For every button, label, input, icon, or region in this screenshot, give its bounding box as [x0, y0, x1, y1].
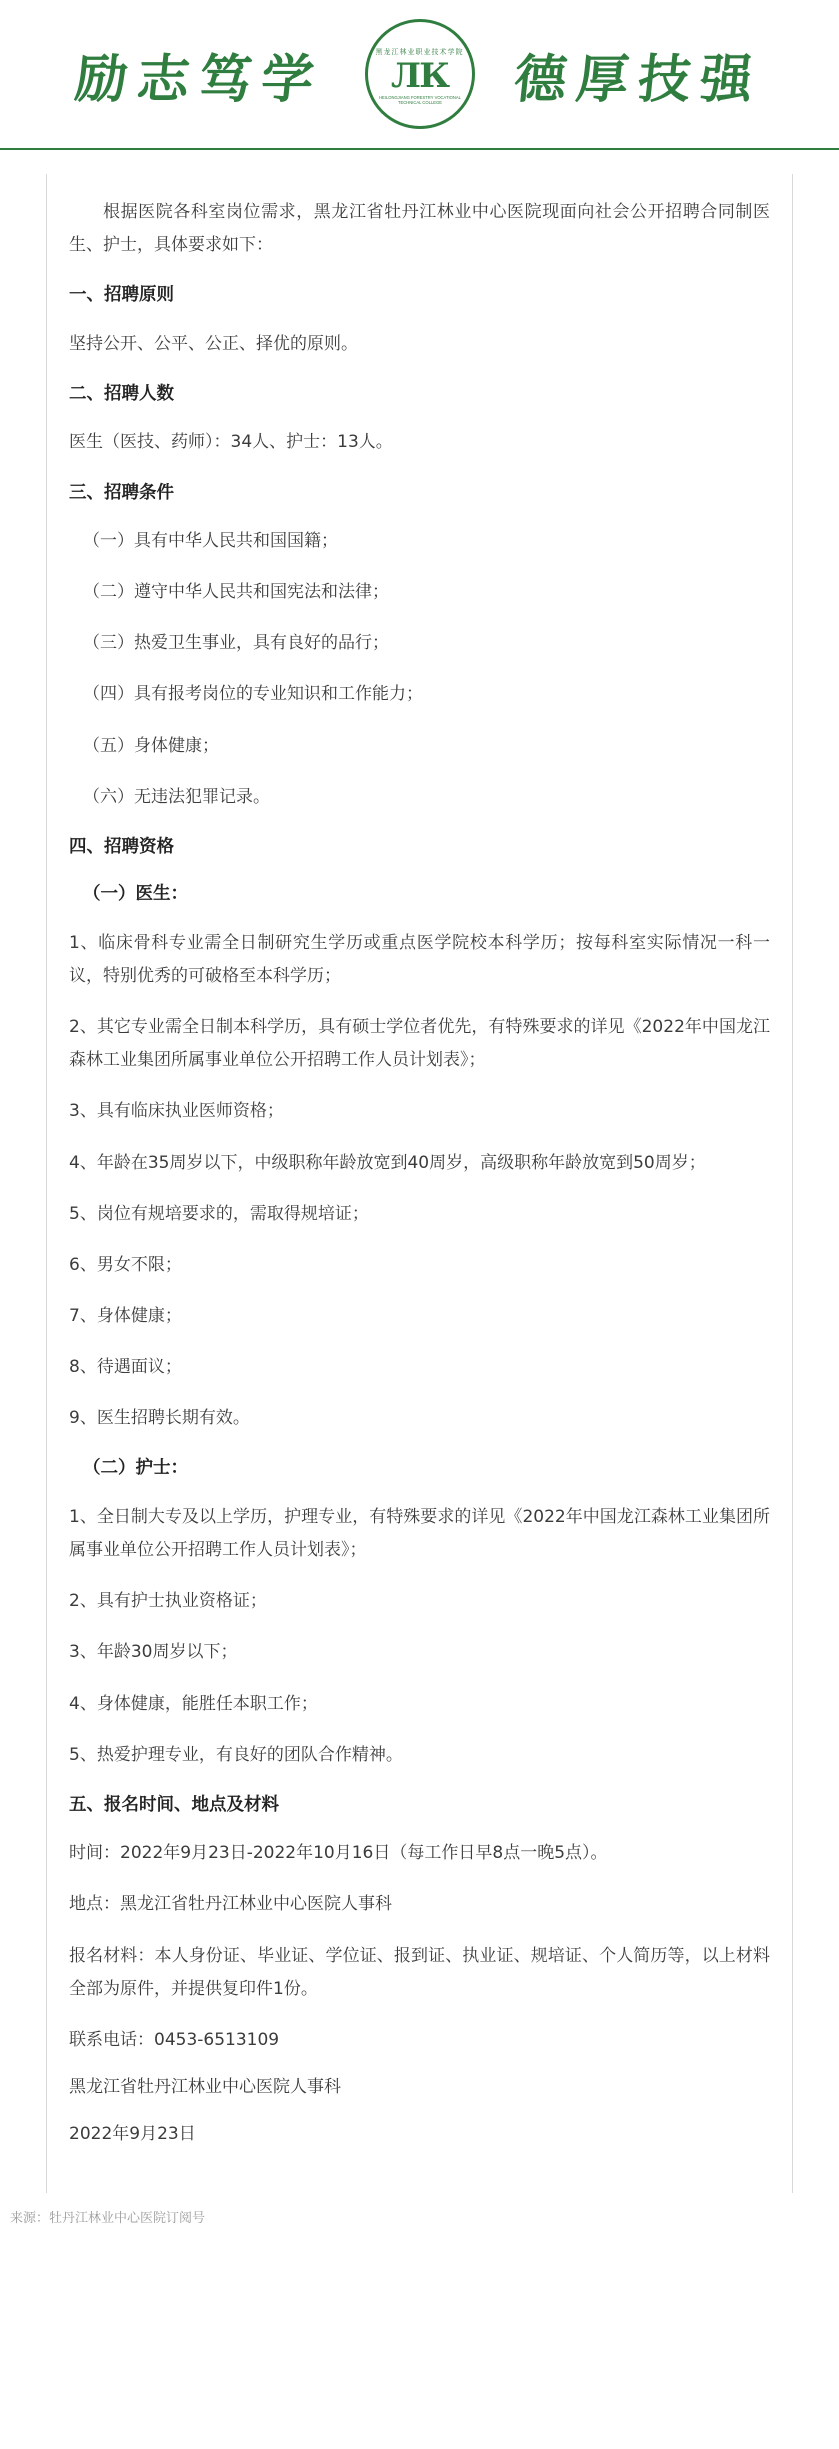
- doctor-requirement-item: 2、其它专业需全日制本科学历，具有硕士学位者优先，有特殊要求的详见《2022年中国龙江森林工业集团所属事业单位公开招聘工作人员计划表》；: [69, 1017, 770, 1071]
- condition-item: （三）热爱卫生事业，具有良好的品行；: [83, 633, 389, 654]
- section-heading-registration: 五、报名时间、地点及材料: [69, 1794, 279, 1815]
- registration-time: 时间：2022年9月23日-2022年10月16日（每工作日早8点一晚5点）。: [69, 1843, 608, 1864]
- section-heading-principles: 一、招聘原则: [69, 285, 174, 306]
- doctor-requirement-item: 5、岗位有规培要求的，需取得规培证；: [69, 1203, 369, 1224]
- registration-location: 地点：黑龙江省牡丹江林业中心医院人事科: [69, 1894, 392, 1915]
- notice-document: [46, 174, 793, 2193]
- contact-phone: 联系电话：0453-6513109: [69, 2029, 280, 2050]
- headcount-paragraph: 医生（医技、药师）：34人、护士：13人。: [69, 432, 393, 453]
- college-logo: [365, 19, 475, 129]
- doctor-requirement-item: 3、具有临床执业医师资格；: [69, 1101, 284, 1122]
- nurse-requirement-item: 2、具有护士执业资格证；: [69, 1591, 267, 1612]
- nurse-requirement-item: 1、全日制大专及以上学历，护理专业，有特殊要求的详见《2022年中国龙江森林工业集团所属事业单位公开招聘工作人员计划表》；: [69, 1506, 770, 1561]
- subheading-doctors: （一）医生：: [83, 884, 188, 905]
- signature-org: 黑龙江省牡丹江林业中心医院人事科: [69, 2077, 341, 2097]
- principles-paragraph: 坚持公开、公平、公正、择优的原则。: [69, 333, 358, 354]
- logo-top-text: 黑龙江林业职业技术学院: [375, 48, 464, 56]
- intro-paragraph: 根据医院各科室岗位需求，黑龙江省牡丹江林业中心医院现面向社会公开招聘合同制医生、护士，具体要求如下：: [69, 202, 770, 256]
- nurse-requirement-item: 3、年龄30周岁以下；: [69, 1642, 238, 1663]
- header-banner: [0, 0, 839, 150]
- nurse-requirement-item: 4、身体健康，能胜任本职工作；: [69, 1693, 318, 1714]
- logo-bottom-text: HEILONGJIANG FORESTRY VOCATIONAL TECHNICAL COLLEGE: [378, 95, 461, 105]
- doctor-requirement-item: 4、年龄在35周岁以下，中级职称年龄放宽到40周岁，高级职称年龄放宽到50周岁；: [69, 1152, 706, 1173]
- registration-materials: 报名材料：本人身份证、毕业证、学位证、报到证、执业证、规培证、个人简历等，以上材料全部为原件，并提供复印件1份。: [69, 1945, 770, 1999]
- signature-date: 2022年9月23日: [69, 2124, 196, 2145]
- section-heading-conditions: 三、招聘条件: [69, 482, 174, 503]
- section-heading-qualification: 四、招聘资格: [69, 836, 174, 857]
- doctor-requirement-item: 9、医生招聘长期有效。: [69, 1408, 250, 1429]
- footer-source: 来源：牡丹江林业中心医院订阅号: [10, 2211, 206, 2227]
- nurse-requirement-item: 5、热爱护理专业，有良好的团队合作精神。: [69, 1744, 403, 1765]
- condition-item: （四）具有报考岗位的专业知识和工作能力；: [83, 684, 423, 705]
- logo-mark-text: ЛК: [391, 55, 448, 96]
- doctor-requirement-item: 7、身体健康；: [69, 1306, 182, 1327]
- document-wrapper: [0, 150, 839, 2193]
- doctor-requirement-item: 8、待遇面议；: [69, 1357, 182, 1378]
- condition-item: （一）具有中华人民共和国国籍；: [83, 531, 338, 552]
- condition-item: （五）身体健康；: [83, 735, 219, 756]
- subheading-nurses: （二）护士：: [83, 1458, 188, 1479]
- banner-slogan-left: 励志笃学: [72, 48, 328, 110]
- condition-item: （二）遵守中华人民共和国宪法和法律；: [83, 582, 389, 603]
- banner-slogan-right: 德厚技强: [510, 48, 766, 110]
- doctor-requirement-item: 6、男女不限；: [69, 1254, 182, 1275]
- section-heading-headcount: 二、招聘人数: [69, 383, 174, 404]
- condition-item: （六）无违法犯罪记录。: [83, 786, 270, 807]
- doctor-requirement-item: 1、临床骨科专业需全日制研究生学历或重点医学院校本科学历；按每科室实际情况一科一议，特别优秀的可破格至本科学历；: [69, 932, 770, 987]
